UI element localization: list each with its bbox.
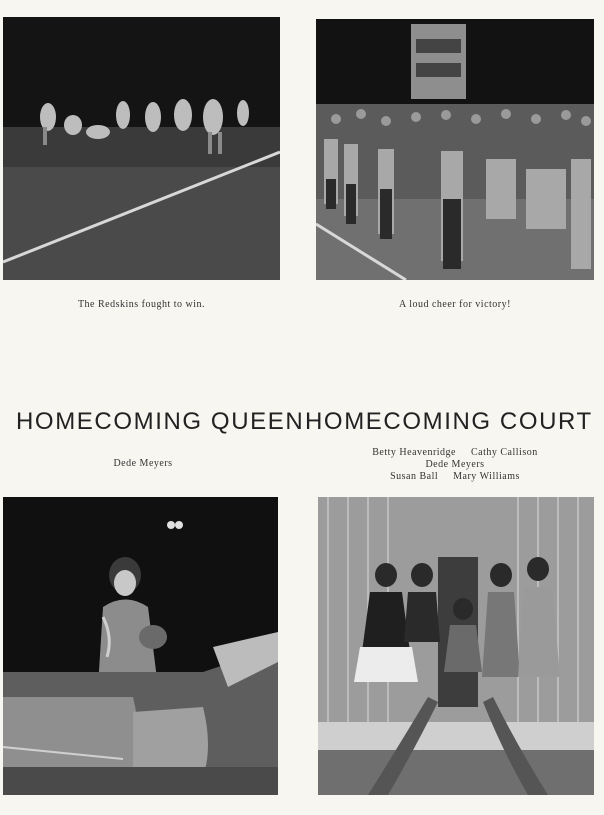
caption-cheer: A loud cheer for victory! — [399, 299, 511, 310]
queen-name: Dede Meyers — [113, 458, 173, 469]
court-names — [330, 447, 580, 483]
court-names-line-3: Susan Ball Mary Williams — [390, 471, 520, 482]
football-game-photo — [3, 17, 280, 280]
cheerleaders-crowd-photo — [316, 19, 594, 280]
court-names-line-1: Betty Heavenridge Cathy Callison — [372, 447, 538, 458]
queen-convertible-photo — [3, 497, 278, 795]
heading-homecoming-court: HOMECOMING COURT — [305, 408, 593, 435]
heading-homecoming-queen: HOMECOMING QUEEN — [16, 408, 305, 435]
court-names-line-2: Dede Meyers — [425, 459, 485, 470]
homecoming-court-photo — [318, 497, 594, 795]
caption-football: The Redskins fought to win. — [77, 299, 206, 310]
